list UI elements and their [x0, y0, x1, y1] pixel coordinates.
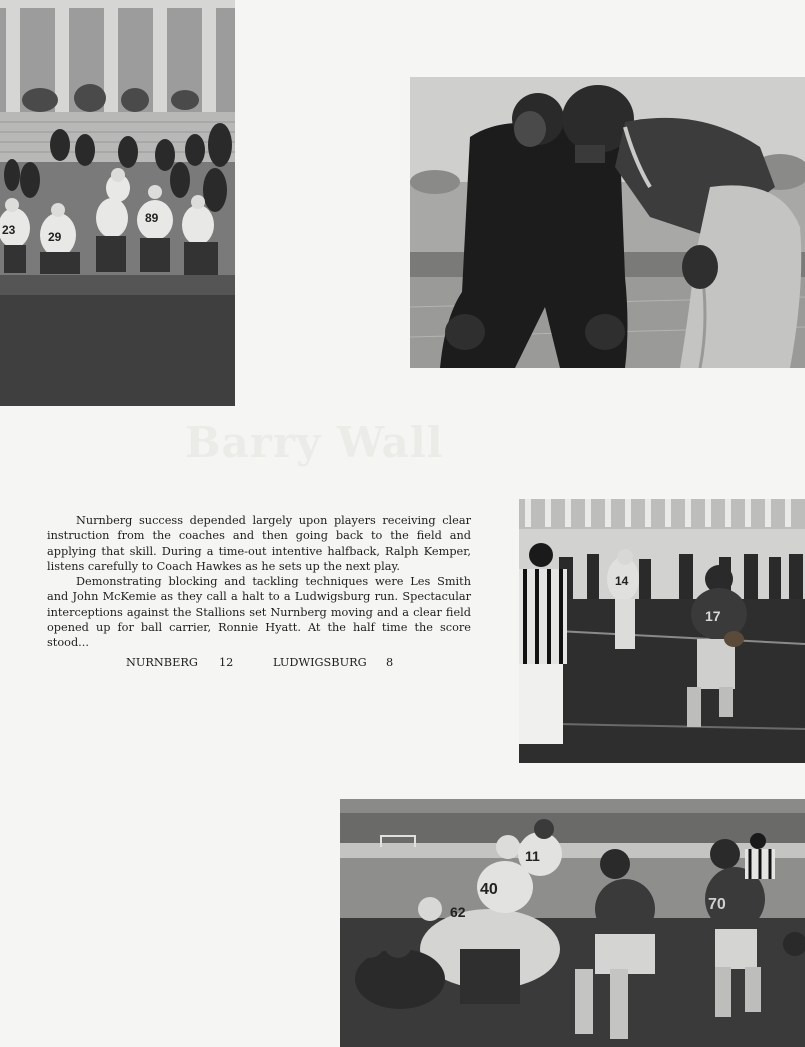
photo-coach-instruction — [410, 77, 805, 368]
article-caption — [47, 513, 471, 651]
jersey-number: 14 — [615, 574, 629, 588]
jersey-number: 11 — [525, 848, 540, 864]
jersey-number: 23 — [2, 223, 16, 237]
watermark-text: Barry Wall — [185, 418, 444, 467]
jersey-number: 17 — [705, 608, 721, 624]
photo-tackle-pileup — [340, 799, 805, 1047]
jersey-number: 89 — [145, 211, 159, 225]
jersey-number: 62 — [450, 904, 466, 920]
jersey-number: 70 — [708, 896, 726, 913]
caption-paragraph-2: Demonstrating blocking and tackling techniques were Les Smith and John McKemie as they call a halt to a Ludwigsburg run. Spectacular interceptions against the Stallions set Nurnberg moving and a clear field opened up for ball carrier, Ronnie Hyatt. At the half time the score stood... — [47, 575, 471, 650]
jersey-number: 40 — [480, 881, 498, 898]
photo-ball-carrier-run — [519, 499, 805, 763]
team-1-score: 12 — [219, 656, 234, 669]
team-2-score: 8 — [386, 656, 394, 669]
photo-sideline-bench — [0, 0, 235, 406]
team-1-name: NURNBERG — [126, 656, 198, 669]
team-2-name: LUDWIGSBURG — [273, 656, 367, 669]
caption-paragraph-1: Nurnberg success depended largely upon players receiving clear instruction from the coaches and then going back to the field and applying that skill. During a time-out intentive halfback, Ralph Kemper, listens carefully to Coach Hawkes as he sets up the next play. — [47, 514, 471, 573]
jersey-number: 29 — [48, 230, 62, 244]
